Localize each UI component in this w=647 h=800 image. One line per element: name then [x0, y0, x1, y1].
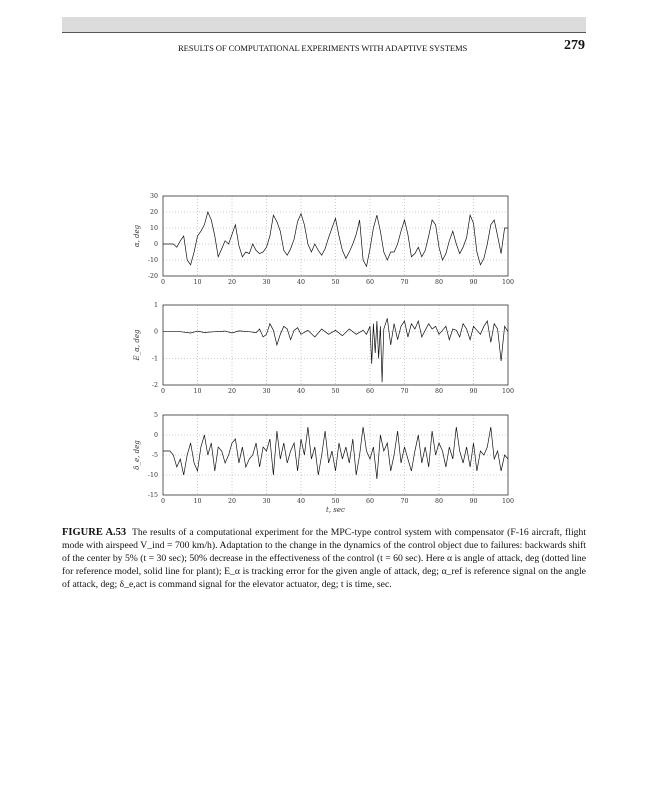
- x-tick-label: 80: [434, 279, 444, 286]
- x-tick-label: 60: [365, 279, 375, 286]
- x-tick-label: 30: [262, 279, 271, 286]
- x-tick-label: 70: [400, 279, 409, 286]
- y-tick-label: -15: [147, 492, 158, 499]
- x-tick-label: 50: [331, 388, 340, 395]
- y-axis-label: E_α, deg: [133, 329, 141, 361]
- y-axis-label: α, deg: [133, 224, 141, 248]
- x-tick-label: 60: [365, 498, 375, 505]
- caption-text: The results of a computational experiment for the MPC-type control system with compensator (F-16 aircraft, flight mode with airspeed V_ind = 700 km/h). Adaptation to the change in the dynamics of the control object due to failures: backwards shift of the center by 5% (t = 30 sec); 50% decrease in the effectiveness of the control (t = 60 sec). Here α is angle of attack, deg (dotted line for reference model, solid line for plant); E_α is tracking error for the given angle of attack, deg; α_ref is reference signal on the angle of attack, deg; δ_e,act is command signal for the elevator actuator, deg; t is time, sec.: [62, 527, 587, 590]
- x-tick-label: 20: [227, 388, 237, 395]
- x-tick-label: 90: [469, 498, 478, 505]
- x-tick-label: 10: [193, 498, 202, 505]
- x-tick-label: 90: [469, 279, 478, 286]
- x-tick-label: 100: [501, 279, 515, 286]
- x-tick-label: 10: [193, 388, 202, 395]
- y-tick-label: 0: [153, 432, 158, 439]
- y-tick-label: 0: [153, 241, 158, 248]
- figure-label: FIGURE A.53: [62, 527, 127, 538]
- x-tick-label: 80: [434, 388, 444, 395]
- x-tick-label: 0: [160, 498, 166, 505]
- x-tick-label: 100: [501, 388, 515, 395]
- chart-panel-3: [133, 412, 514, 514]
- series-line-1: [163, 212, 508, 266]
- x-axis-label: t, sec: [326, 506, 345, 514]
- y-tick-label: 5: [153, 412, 158, 419]
- x-tick-label: 0: [160, 279, 166, 286]
- x-tick-label: 100: [501, 498, 515, 505]
- x-tick-label: 30: [262, 498, 271, 505]
- x-tick-label: 40: [296, 388, 306, 395]
- x-tick-label: 40: [296, 498, 306, 505]
- running-head: RESULTS OF COMPUTATIONAL EXPERIMENTS WITH ADAPTIVE SYSTEMS: [178, 43, 468, 53]
- x-tick-label: 70: [400, 388, 409, 395]
- x-tick-label: 90: [469, 388, 478, 395]
- x-tick-label: 10: [193, 279, 202, 286]
- x-tick-label: 50: [331, 498, 340, 505]
- x-tick-label: 70: [400, 498, 409, 505]
- x-tick-label: 80: [434, 498, 444, 505]
- y-tick-label: -1: [151, 355, 158, 363]
- page-number: 279: [564, 38, 585, 53]
- x-tick-label: 0: [160, 388, 166, 395]
- y-tick-label: -2: [151, 382, 158, 389]
- y-tick-label: -10: [147, 472, 158, 479]
- y-tick-label: 20: [149, 209, 158, 216]
- chart-panel-2: [133, 302, 514, 395]
- x-tick-label: 30: [262, 388, 271, 395]
- y-tick-label: 0: [153, 328, 158, 336]
- chart-panel-1: [133, 193, 514, 286]
- y-tick-label: 10: [149, 225, 158, 232]
- y-tick-label: 1: [153, 302, 158, 309]
- x-tick-label: 20: [227, 279, 237, 286]
- y-tick-label: 30: [149, 193, 158, 200]
- figure-caption: [62, 527, 586, 592]
- x-tick-label: 60: [365, 388, 375, 395]
- x-tick-label: 50: [331, 279, 340, 286]
- y-tick-label: -5: [151, 452, 158, 459]
- x-tick-label: 20: [227, 498, 237, 505]
- x-tick-label: 40: [296, 279, 306, 286]
- y-tick-label: -20: [147, 273, 158, 280]
- y-axis-label: δ_e, deg: [133, 440, 141, 470]
- y-tick-label: -10: [147, 257, 158, 264]
